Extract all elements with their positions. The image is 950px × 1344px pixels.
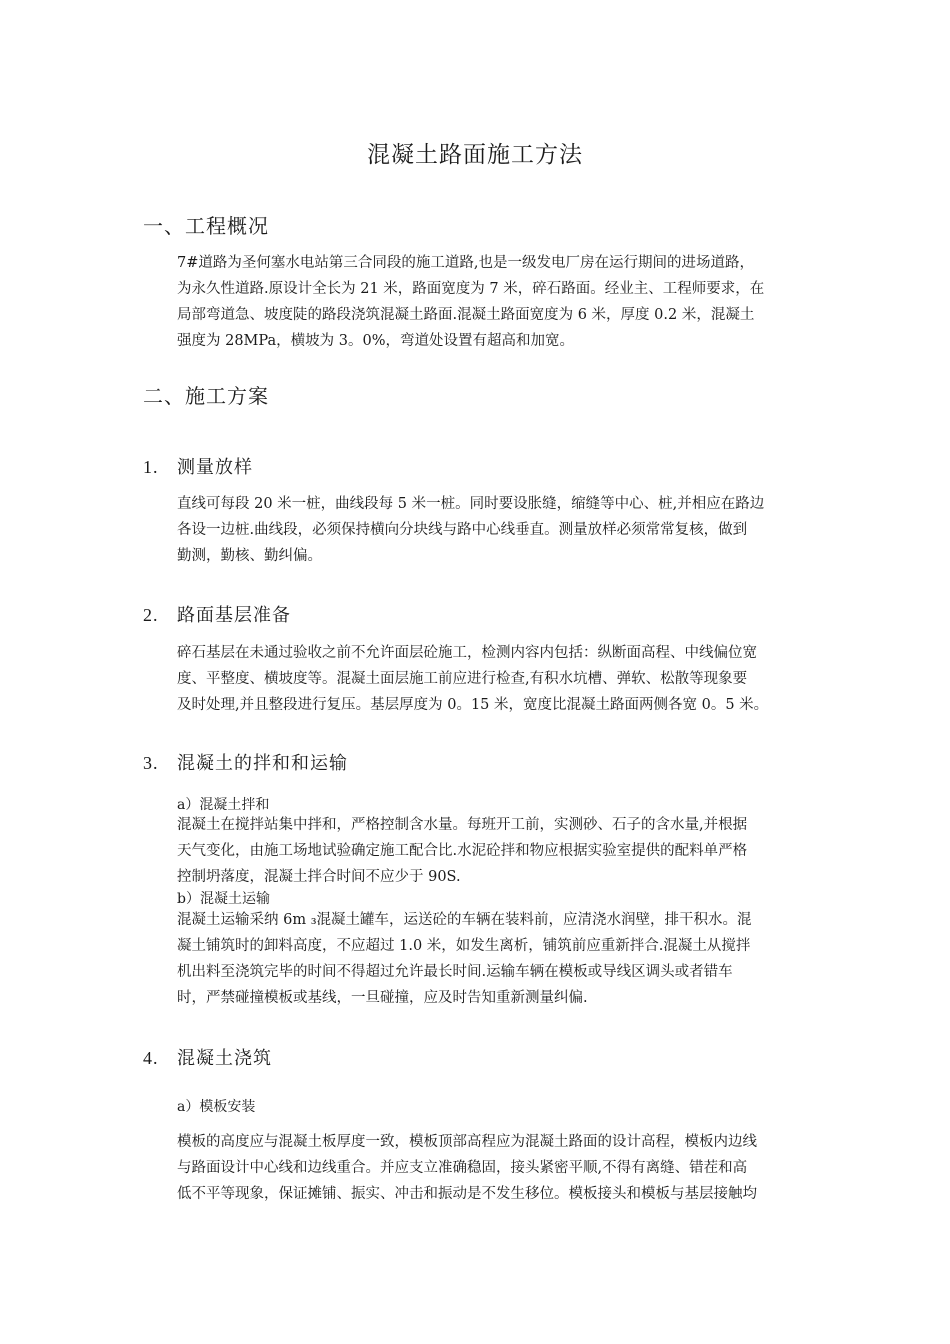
- paragraph-line: 勤测，勤核、勤纠偏。: [177, 548, 322, 564]
- paragraph-line: 天气变化，由施工场地试验确定施工配合比.水泥砼拌和物应根据实验室提供的配料单严格: [177, 843, 748, 859]
- section-heading-plan: 二、施工方案: [143, 384, 269, 408]
- subsection-title: 混凝土的拌和和运输: [177, 753, 348, 774]
- overview-paragraph: [177, 250, 817, 354]
- subsection-heading-survey: [143, 453, 253, 479]
- paragraph-line: 度、平整度、横坡度等。混凝土面层施工前应进行检查,有积水坑槽、弹软、松散等现象要: [177, 671, 748, 687]
- subsection-title: 混凝土浇筑: [177, 1048, 272, 1069]
- subsection-title: 测量放样: [177, 457, 253, 478]
- document-title: 混凝土路面施工方法: [367, 142, 583, 168]
- subsection-title: 路面基层准备: [177, 605, 291, 626]
- paragraph-line: 局部弯道急、坡度陡的路段浇筑混凝土路面.混凝土路面宽度为 6 米，厚度 0.2 米，混凝土: [177, 307, 755, 323]
- subsection-heading-base: [143, 601, 291, 627]
- paragraph-line: 碎石基层在未通过验收之前不允许面层砼施工，检测内容内包括：纵断面高程、中线偏位宽: [177, 645, 757, 661]
- paragraph-line: 机出料至浇筑完毕的时间不得超过允许最长时间.运输车辆在模板或导线区调头或者错车: [177, 964, 733, 980]
- subsection-heading-pouring: [143, 1044, 272, 1070]
- base-paragraph: [177, 640, 817, 718]
- paragraph-line: 混凝土运输采纳 6m ₃混凝土罐车，运送砼的车辆在装料前，应清浇水润壁，排干积水。混: [177, 912, 752, 928]
- paragraph-line: 模板的高度应与混凝土板厚度一致，模板顶部高程应为混凝土路面的设计高程，模板内边线: [177, 1134, 757, 1150]
- paragraph-line: 强度为 28MPa，横坡为 3。0%，弯道处设置有超高和加宽。: [177, 333, 574, 349]
- sub-heading-transport: b）混凝土运输: [177, 891, 270, 907]
- paragraph-line: 低不平等现象，保证摊铺、振实、冲击和振动是不发生移位。模板接头和模板与基层接触均: [177, 1186, 757, 1202]
- subsection-number: 3.: [143, 753, 159, 773]
- transport-paragraph: [177, 907, 817, 1011]
- paragraph-line: 控制坍落度，混凝土拌合时间不应少于 90S.: [177, 869, 461, 885]
- subsection-number: 4.: [143, 1048, 159, 1068]
- paragraph-line: 凝土铺筑时的卸料高度，不应超过 1.0 米，如发生离析，铺筑前应重新拌合.混凝土从搅拌: [177, 938, 751, 954]
- sub-heading-formwork: a）模板安装: [177, 1099, 256, 1115]
- paragraph-line: 直线可每段 20 米一桩，曲线段每 5 米一桩。同时要设胀缝，缩缝等中心、桩,并相应在路边: [177, 496, 765, 512]
- paragraph-line: 为永久性道路.原设计全长为 21 米，路面宽度为 7 米，碎石路面。经业主、工程师要求，在: [177, 281, 765, 297]
- subsection-heading-mixing: [143, 749, 348, 775]
- sub-heading-mixing: a）混凝土拌和: [177, 797, 270, 813]
- subsection-number: 1.: [143, 457, 159, 477]
- mixing-paragraph: [177, 812, 817, 890]
- paragraph-line: 混凝土在搅拌站集中拌和，严格控制含水量。每班开工前，实测砂、石子的含水量,并根据: [177, 817, 748, 833]
- survey-paragraph: [177, 491, 817, 569]
- paragraph-line: 各设一边桩.曲线段，必须保持横向分块线与路中心线垂直。测量放样必须常常复核，做到: [177, 522, 748, 538]
- section-heading-overview: 一、工程概况: [143, 214, 269, 238]
- paragraph-line: 与路面设计中心线和边线重合。并应支立准确稳固，接头紧密平顺,不得有离缝、错茬和高: [177, 1160, 748, 1176]
- subsection-number: 2.: [143, 605, 159, 625]
- formwork-paragraph: [177, 1129, 817, 1207]
- paragraph-line: 及时处理,并且整段进行复压。基层厚度为 0。15 米，宽度比混凝土路面两侧各宽 0。5 米。: [177, 697, 769, 713]
- paragraph-line: 7#道路为圣何塞水电站第三合同段的施工道路,也是一级发电厂房在运行期间的进场道路，: [177, 255, 754, 271]
- paragraph-line: 时，严禁碰撞模板或基线，一旦碰撞，应及时告知重新测量纠偏.: [177, 990, 588, 1006]
